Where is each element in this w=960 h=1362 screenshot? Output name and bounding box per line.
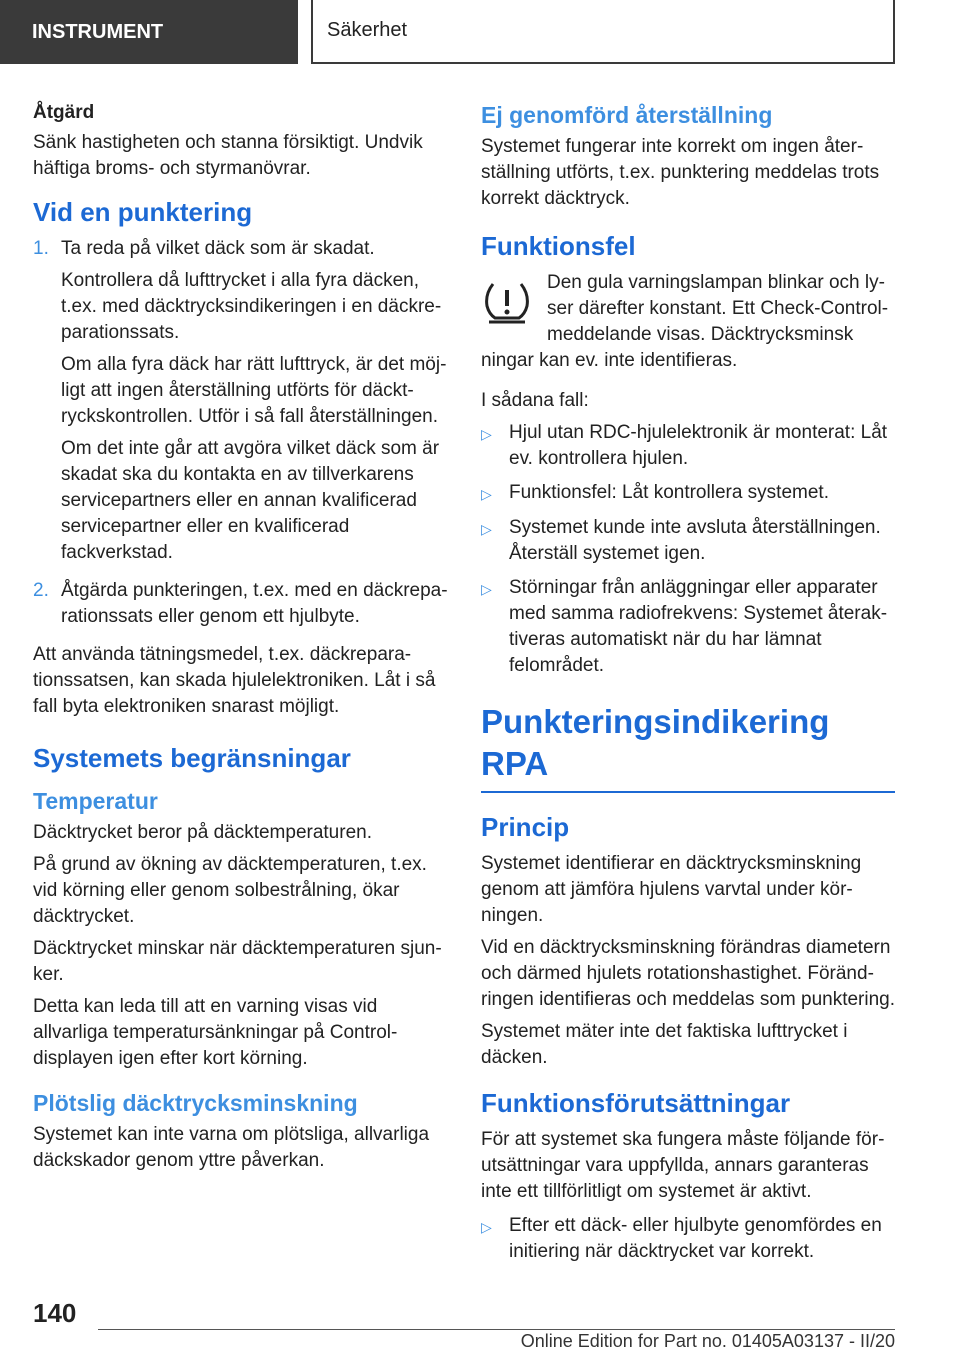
temperatur-p2: På grund av ökning av däcktemperaturen, t.ex. vid körning eller genom solbestrålning, ökar däcktrycket. [33,854,427,927]
ej-aterstallning-text: Systemet fungerar inte korrekt om ingen återställning utförts, t.ex. punktering meddelas trots korrekt däcktryck. [481,136,880,209]
forutsattningar-title: Funktionsförutsättningar [481,1088,791,1118]
step-item [33,578,451,636]
begransningar-title: Systemets begränsningar [33,743,351,773]
princip-p1: Systemet identifierar en däcktrycksminskning genom att jämföra hjulens varvtal under körningen. [481,853,862,926]
step-text: Om alla fyra däck har rätt lufttryck, är det möjligt att ingen återställning utförts för däcktryckskontrollen. Utför i så fall återställningen. [61,354,447,427]
princip-p3: Systemet mäter inte det faktiska lufttrycket i däcken. [481,1021,848,1068]
princip-title: Princip [481,812,570,842]
funktionsfel-text: Den gula varningslampan blinkar och lyser därefter konstant. Ett Check-Control-meddelande visas. Däcktrycksminsk [547,272,889,345]
step-text: Ta reda på vilket däck som är skadat. [61,238,375,259]
step-item [33,236,451,572]
temperatur-p3: Däcktrycket minskar när däcktemperaturen sjunker. [33,938,442,985]
triangle-right-icon: ▷ [481,581,492,597]
step-text: Åtgärda punkteringen, t.ex. med en däckreparationssats eller genom ett hjulbyte. [61,580,448,627]
left-column [33,100,451,1180]
temperatur-p1: Däcktrycket beror på däcktemperaturen. [33,822,372,843]
header-section: INSTRUMENT [0,0,298,64]
atgard-text: Sänk hastigheten och stanna försiktigt. Undvik häftiga broms- och styrmanövrar. [33,132,423,179]
step-text: Om det inte går att avgöra vilket däck som är skadat ska du kontakta en av tillverkarens servicepartners eller en annan kvalificerad servicepartner eller en kvalificerad fackverkstad. [61,438,440,563]
temperatur-title: Temperatur [33,788,158,814]
princip-p2: Vid en däcktrycksminskning förändras diametern och därmed hjulets rotationshastighet. Förändringen identifieras och meddelas som punktering. [481,937,896,1010]
triangle-right-icon: ▷ [481,521,492,537]
list-item: ▷ Efter ett däck- eller hjulbyte genomfördes en initiering när däcktrycket var korrekt. [481,1213,895,1265]
funktionsfel-title: Funktionsfel [481,231,636,261]
step-number: 1. [33,238,49,259]
footer-divider [98,1329,895,1330]
list-item: ▷ Hjul utan RDC-hjulelektronik är monterat: Låt ev. kontrollera hjulen. [481,420,895,472]
triangle-right-icon: ▷ [481,486,492,502]
header-topic: Säkerhet [311,0,895,64]
step-text: Kontrollera då lufttrycket i alla fyra däcken, t.ex. med däcktrycksindikeringen i en däckreparationssats. [61,270,442,343]
tatning-text: Att använda tätningsmedel, t.ex. däckreparationssatsen, kan skada hjulelektroniken. Låt i så fall byta elektroniken snarast möjligt. [33,644,436,717]
funktionsfel-text-cont: ningar kan ev. inte identifieras. [481,350,738,371]
atgard-title: Åtgärd [33,102,95,123]
funktionsfel-block [481,270,895,348]
list-item: ▷ Systemet kunde inte avsluta återställningen. Återställ systemet igen. [481,515,895,567]
plotslig-title: Plötslig däcktrycksminskning [33,1090,358,1116]
step-number: 2. [33,580,49,601]
punktering-title: Vid en punktering [33,197,253,227]
list-item: ▷ Funktionsfel: Låt kontrollera systemet. [481,480,895,507]
triangle-right-icon: ▷ [481,1219,492,1235]
triangle-right-icon: ▷ [481,426,492,442]
rpa-title: Punkteringsindikering RPA [481,701,895,793]
page-number: 140 [33,1298,77,1328]
right-column [481,100,895,1273]
plotslig-text: Systemet kan inte varna om plötsliga, allvarliga däckskador genom yttre påverkan. [33,1124,430,1171]
forutsattningar-text: För att systemet ska fungera måste följande förutsättningar vara uppfyllda, annars garanteras inte ett tillförlitligt om systemet är aktivt. [481,1129,885,1202]
ej-aterstallning-title: Ej genomförd återställning [481,102,773,128]
temperatur-p4: Detta kan leda till att en varning visas vid allvarliga temperatursänkningar på Control-displayen igen efter kort körning. [33,996,398,1069]
footer-edition: Online Edition for Part no. 01405A03137 - II/20 [520,1331,895,1351]
list-item: ▷ Störningar från anläggningar eller apparater med samma radiofrekvens: Systemet återaktiveras automatiskt när du har lämnat felområdet. [481,575,895,679]
fall-intro: I sådana fall: [481,390,589,411]
tire-pressure-warning-icon [481,276,533,328]
